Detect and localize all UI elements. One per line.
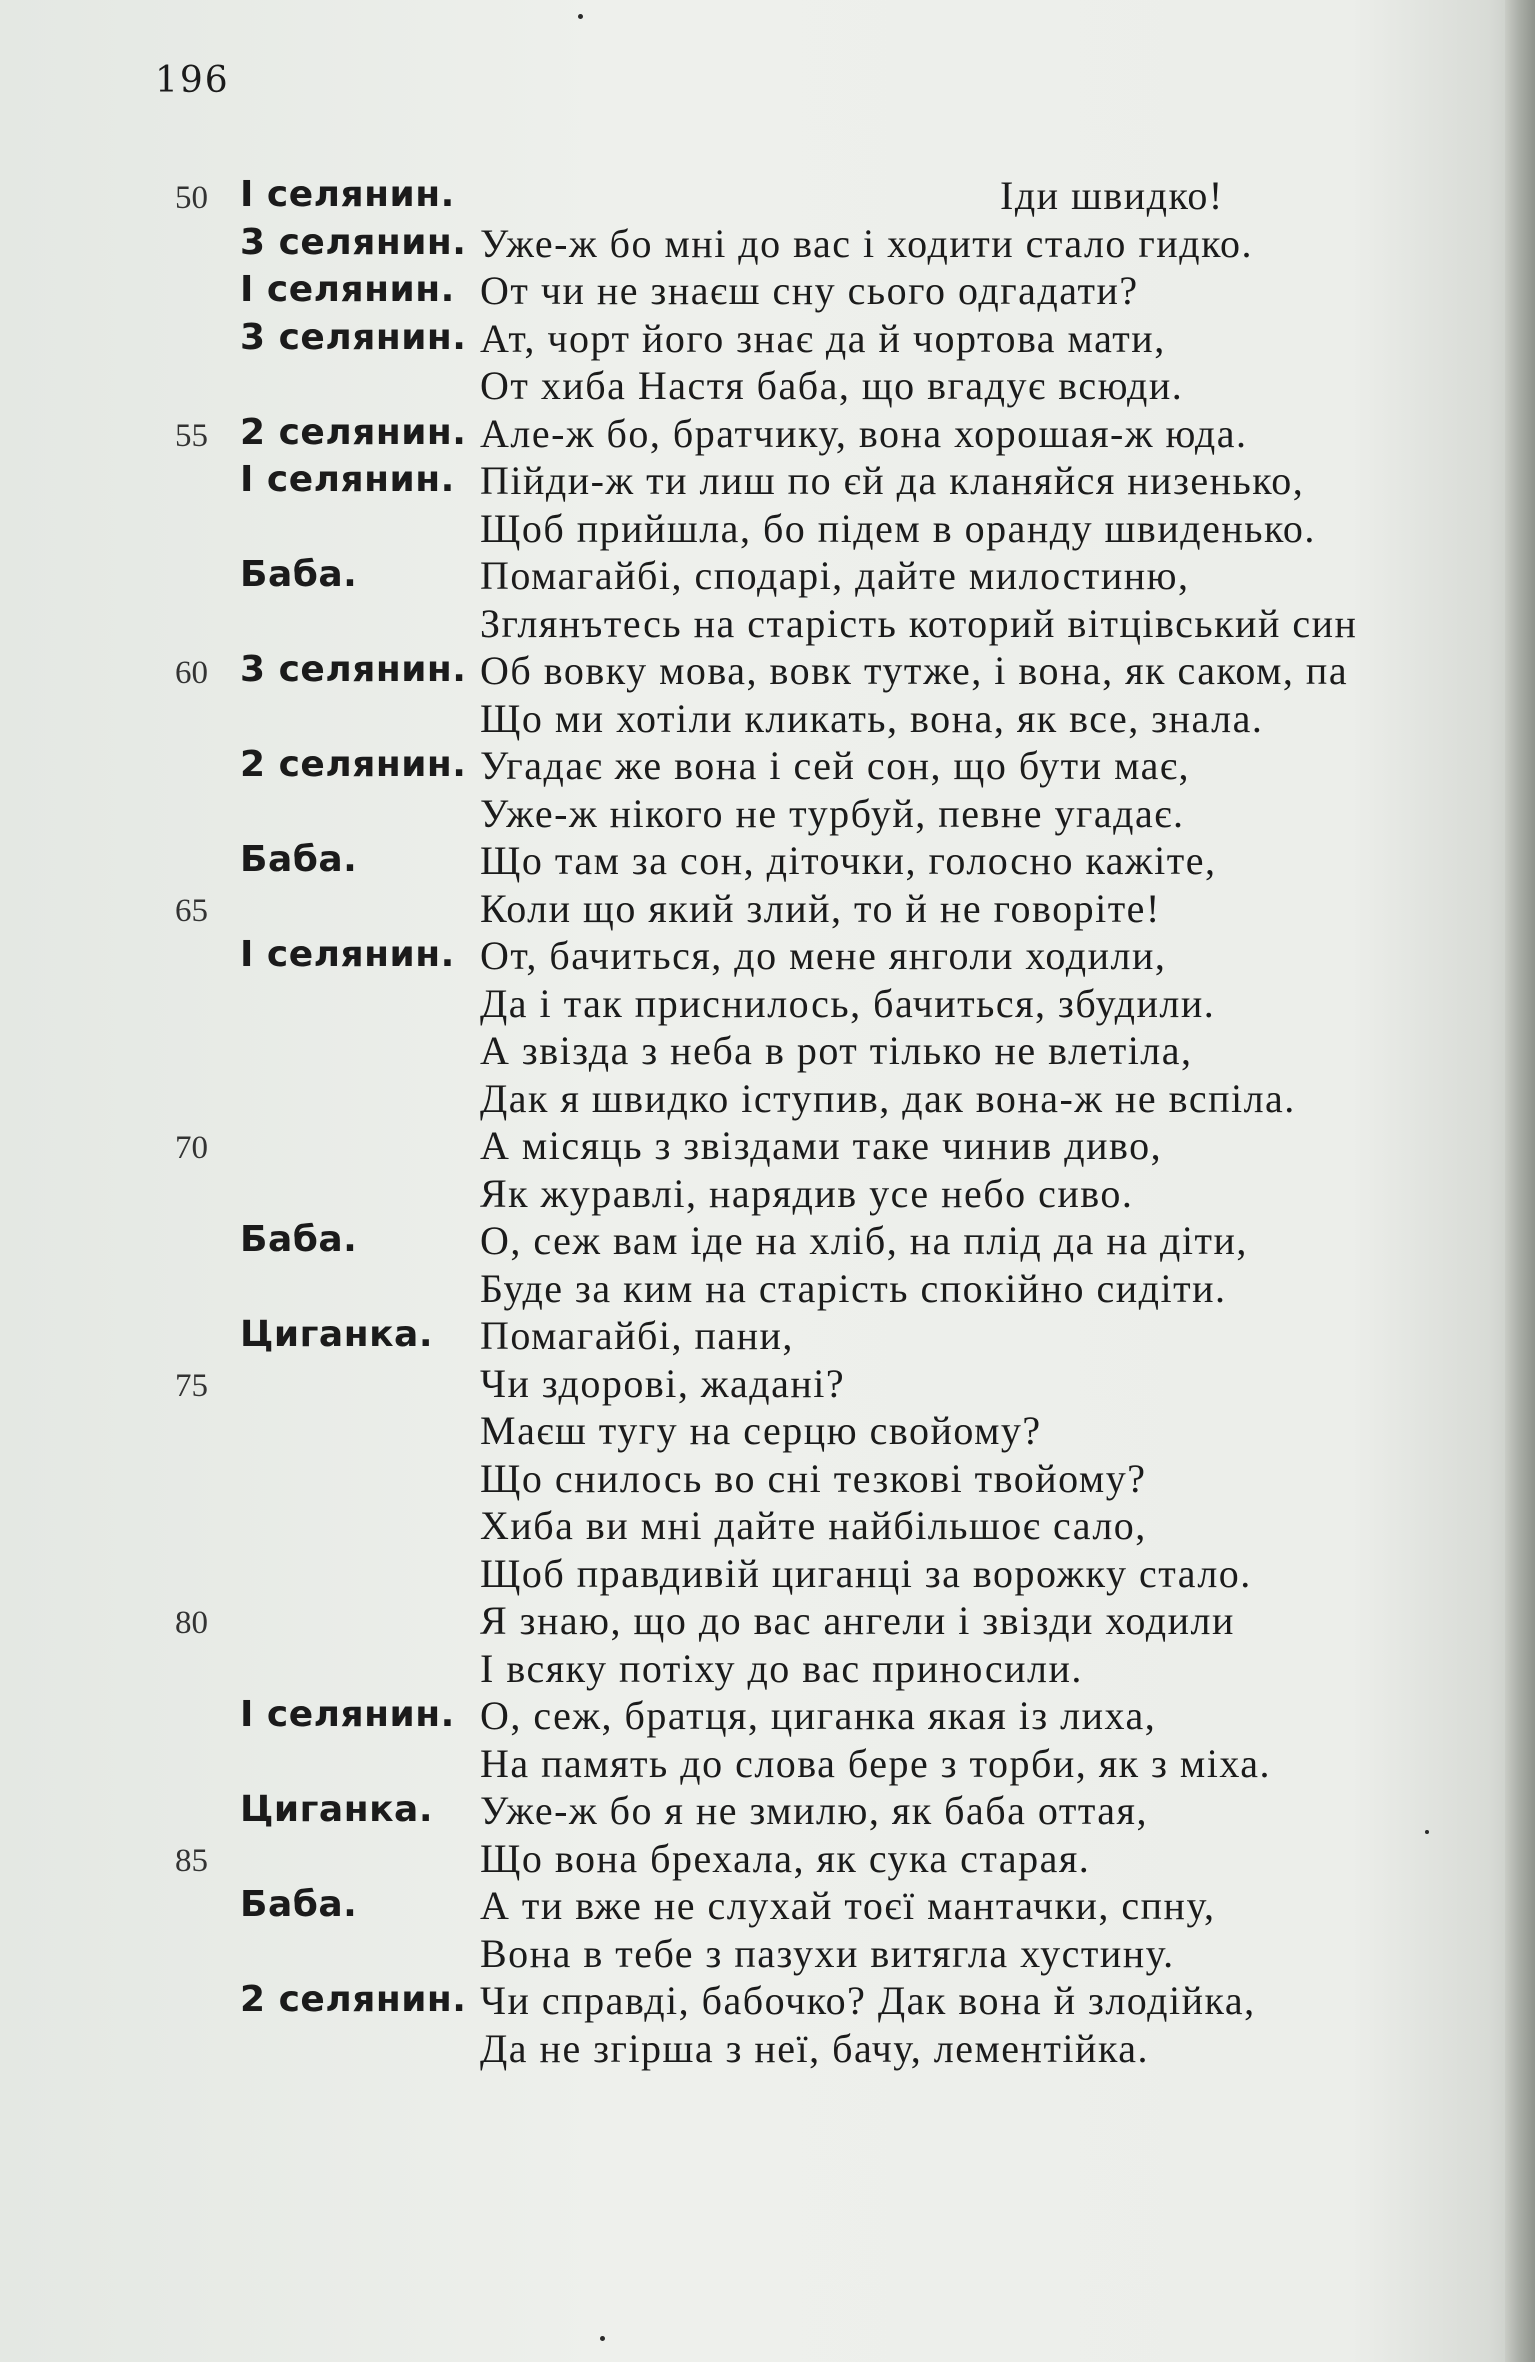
verse-line [0, 1502, 1535, 1550]
verse-text: Щоб прийшла, бо підем в оранду швиденько. [480, 506, 1316, 551]
verse-text: Ат, чорт його знає да й чортова мати, [480, 316, 1166, 361]
verse-line [0, 220, 1535, 268]
line-number: 80 [175, 1605, 208, 1641]
verse-line [0, 315, 1535, 363]
speaker-name: 2 селянин. [240, 1979, 467, 2020]
print-speck [600, 2336, 605, 2341]
speaker-name: 3 селянин. [240, 649, 467, 690]
line-number: 85 [175, 1843, 208, 1879]
verse-line [0, 695, 1535, 743]
verse-line [0, 1882, 1535, 1930]
print-speck [1425, 1830, 1429, 1834]
verse-line [0, 600, 1535, 648]
verse-text: Да не згірша з неї, бачу, лементійка. [480, 2026, 1150, 2071]
speaker-name: 2 селянин. [240, 412, 467, 453]
verse-text: От чи не знаєш сну сього одгадати? [480, 268, 1139, 313]
verse-text: Буде за ким на старість спокійно сидіти. [480, 1266, 1227, 1311]
verse-line [0, 742, 1535, 790]
verse-text: Зглянътесь на старість которий вітцівський син [480, 601, 1358, 646]
verse-text: Уже-ж бо я не змилю, як баба оттая, [480, 1788, 1148, 1833]
verse-text: А ти вже не слухай тоєї мантачки, спну, [480, 1883, 1216, 1928]
page-number: 196 [155, 60, 230, 101]
verse-line [0, 410, 1535, 458]
verse-line [0, 932, 1535, 980]
line-number: 65 [175, 893, 208, 929]
verse-text: Да і так приснилось, бачиться, збудили. [480, 981, 1216, 1026]
print-speck [578, 14, 583, 19]
verse-text: Маєш тугу на серцю свойому? [480, 1408, 1042, 1453]
verse-line [0, 885, 1535, 933]
verse-text: А звізда з неба в рот тілько не влетіла, [480, 1028, 1193, 1073]
verse-line [0, 1597, 1535, 1645]
verse-line [0, 1075, 1535, 1123]
speaker-name: Баба. [240, 839, 358, 880]
speaker-name: 3 селянин. [240, 317, 467, 358]
verse-text: Як журавлі, нарядив усе небо сиво. [480, 1171, 1134, 1216]
verse-line [0, 790, 1535, 838]
speaker-name: 2 селянин. [240, 744, 467, 785]
verse-line [0, 1455, 1535, 1503]
verse-line [0, 1122, 1535, 1170]
verse-line [0, 1645, 1535, 1693]
speaker-name: Баба. [240, 1219, 358, 1260]
speaker-name: Циганка. [240, 1789, 433, 1830]
line-number: 70 [175, 1130, 208, 1166]
verse-text: Дак я швидко іступив, дак вона-ж не вспіла. [480, 1076, 1296, 1121]
verse-line [0, 457, 1535, 505]
verse-text: От хиба Настя баба, що вгадує всюди. [480, 363, 1184, 408]
verse-line [0, 980, 1535, 1028]
verse-text: О, сеж вам іде на хліб, на плід да на діти, [480, 1218, 1248, 1263]
verse-line [0, 1265, 1535, 1313]
verse-text: Уже-ж бо мні до вас і ходити стало гидко. [480, 221, 1253, 266]
verse-line [0, 172, 1535, 220]
verse-line [0, 1027, 1535, 1075]
verse-line [0, 267, 1535, 315]
speaker-name: Баба. [240, 554, 358, 595]
verse-line [0, 1312, 1535, 1360]
verse-line [0, 552, 1535, 600]
verse-line [0, 1835, 1535, 1883]
speaker-name: I селянин. [240, 459, 455, 500]
verse-line [0, 1170, 1535, 1218]
verse-line [0, 1787, 1535, 1835]
verse-text: Що там за сон, діточки, голосно кажіте, [480, 838, 1217, 883]
verse-text: Помагайбі, сподарі, дайте милостиню, [480, 553, 1190, 598]
verse-text: Іди швидко! [1000, 173, 1224, 218]
verse-text: Чи справді, бабочко? Дак вона й злодійка, [480, 1978, 1256, 2023]
verse-line [0, 362, 1535, 410]
verse-text: Об вовку мова, вовк тутже, і вона, як саком, па [480, 648, 1349, 693]
speaker-name: I селянин. [240, 934, 455, 975]
verse-line [0, 1930, 1535, 1978]
verse-text: От, бачиться, до мене янголи ходили, [480, 933, 1167, 978]
verse-text: Хиба ви мні дайте найбільшоє сало, [480, 1503, 1147, 1548]
verse-line [0, 647, 1535, 695]
verse-text: Чи здорові, жадані? [480, 1361, 846, 1406]
verse-line [0, 505, 1535, 553]
verse-line [0, 1550, 1535, 1598]
speaker-name: Баба. [240, 1884, 358, 1925]
verse-line [0, 1692, 1535, 1740]
verse-text: Угадає же вона і сей сон, що бути має, [480, 743, 1191, 788]
verse-text: А місяць з звіздами таке чинив диво, [480, 1123, 1163, 1168]
verse-line [0, 1407, 1535, 1455]
verse-line [0, 837, 1535, 885]
verse-text: Що ми хотіли кликать, вона, як все, знала. [480, 696, 1264, 741]
speaker-name: I селянин. [240, 1694, 455, 1735]
line-number: 50 [175, 180, 208, 216]
verse-text: Уже-ж нікого не турбуй, певне угадає. [480, 791, 1185, 836]
verse-line [0, 1977, 1535, 2025]
speaker-name: Циганка. [240, 1314, 433, 1355]
verse-text: Я знаю, що до вас ангели і звізди ходили [480, 1598, 1235, 1643]
verse-text: Але-ж бо, братчику, вона хорошая-ж юда. [480, 411, 1248, 456]
speaker-name: I селянин. [240, 174, 455, 215]
verse-text: Помагайбі, пани, [480, 1313, 794, 1358]
verse-text: О, сеж, братця, циганка якая із лиха, [480, 1693, 1157, 1738]
verse-line [0, 1217, 1535, 1265]
verse-line [0, 1740, 1535, 1788]
verse-text: Що вона брехала, як сука старая. [480, 1836, 1091, 1881]
speaker-name: I селянин. [240, 269, 455, 310]
verse-line [0, 2025, 1535, 2073]
verse-text: І всяку потіху до вас приносили. [480, 1646, 1083, 1691]
line-number: 60 [175, 655, 208, 691]
speaker-name: 3 селянин. [240, 222, 467, 263]
verse-text: На память до слова бере з торби, як з міха. [480, 1741, 1272, 1786]
verse-text: Пійди-ж ти лиш по єй да кланяйся низенько, [480, 458, 1305, 503]
verse-text: Вона в тебе з пазухи витягла хустину. [480, 1931, 1175, 1976]
verse-text: Що снилось во сні тезкові твойому? [480, 1456, 1147, 1501]
verse-line [0, 1360, 1535, 1408]
line-number: 55 [175, 418, 208, 454]
line-number: 75 [175, 1368, 208, 1404]
verse-text: Щоб правдивій циганці за ворожку стало. [480, 1551, 1252, 1596]
verse-text: Коли що який злий, то й не говоріте! [480, 886, 1161, 931]
